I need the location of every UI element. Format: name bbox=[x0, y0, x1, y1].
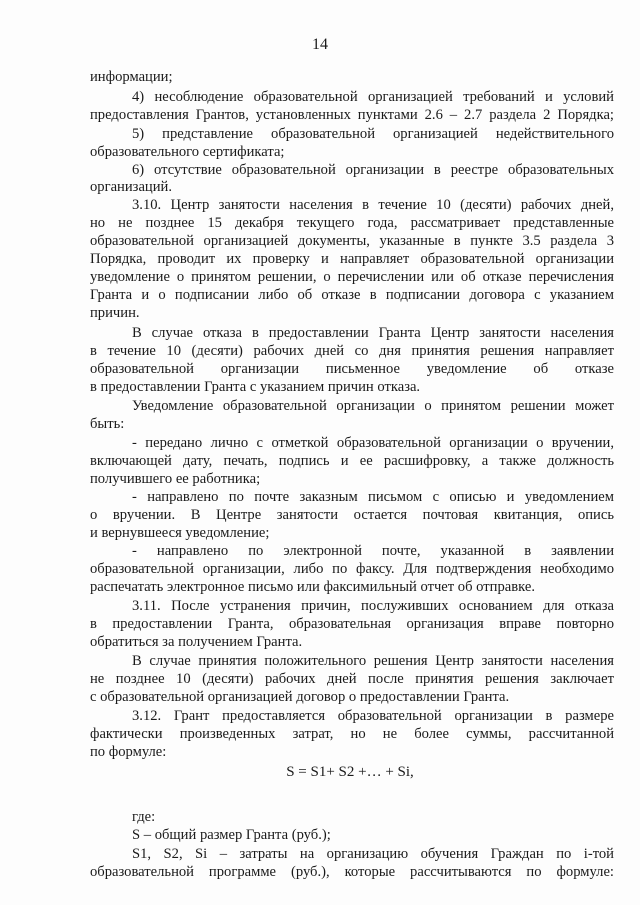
text-line: В случае отказа в предоставлении Гранта Центр занятости населения bbox=[132, 325, 614, 341]
formula: S = S1+ S2 +… + Si, bbox=[286, 764, 414, 780]
text-line: 5) представление образовательной организацией недействительного bbox=[132, 126, 614, 142]
text-line: информации; bbox=[90, 69, 173, 85]
text-line: получившего ее работника; bbox=[90, 471, 261, 487]
text-line: в предоставлении Гранта, образовательная организация вправе повторно bbox=[90, 616, 614, 632]
text-line: 3.12. Грант предоставляется образовательной организации в размере bbox=[132, 708, 614, 724]
text-line: S – общий размер Гранта (руб.); bbox=[132, 827, 331, 843]
text-line: в течение 10 (десяти) рабочих дней со дня принятия решения направляет bbox=[90, 343, 614, 359]
text-line: причин. bbox=[90, 305, 140, 321]
text-line: 3.10. Центр занятости населения в течение 10 (десяти) рабочих дней, bbox=[132, 197, 614, 213]
text-line: не позднее 10 (десяти) рабочих дней после принятия решения заключает bbox=[90, 671, 614, 687]
text-line: - передано лично с отметкой образовательной организации о вручении, bbox=[132, 435, 614, 451]
text-line: - направлено по почте заказным письмом с описью и уведомлением bbox=[132, 489, 614, 505]
text-line: образовательной организации письменное уведомление об отказе bbox=[90, 361, 614, 377]
text-line: 3.11. После устранения причин, послуживших основанием для отказа bbox=[132, 598, 614, 614]
text-line: и вернувшееся уведомление; bbox=[90, 525, 270, 541]
text-line: по формуле: bbox=[90, 744, 167, 760]
text-line: Порядка, проводит их проверку и направляет образовательной организации bbox=[90, 251, 614, 267]
text-line: образовательной программе (руб.), которые рассчитываются по формуле: bbox=[90, 864, 614, 880]
text-line: образовательного сертификата; bbox=[90, 144, 285, 160]
text-line: где: bbox=[132, 809, 156, 825]
text-line: уведомление о принятом решении, о перечислении или об отказе перечисления bbox=[90, 269, 614, 285]
text-line: 4) несоблюдение образовательной организацией требований и условий bbox=[132, 89, 614, 105]
text-line: В случае принятия положительного решения Центр занятости населения bbox=[132, 653, 614, 669]
text-line: фактически произведенных затрат, но не более суммы, рассчитанной bbox=[90, 726, 614, 742]
text-line: образовательной организации, либо по факсу. Для подтверждения необходимо bbox=[90, 561, 614, 577]
text-line: включающей дату, печать, подпись и ее расшифровку, а также должность bbox=[90, 453, 614, 469]
text-line: - направлено по электронной почте, указанной в заявлении bbox=[132, 543, 614, 559]
text-line: о вручении. В Центре занятости остается почтовая квитанция, опись bbox=[90, 507, 614, 523]
text-line: S1, S2, Si – затраты на организацию обучения Граждан по i-той bbox=[132, 846, 614, 862]
text-line: быть: bbox=[90, 416, 125, 432]
text-line: в предоставлении Гранта с указанием причин отказа. bbox=[90, 379, 421, 395]
text-line: но не позднее 15 декабря текущего года, рассматривает представленные bbox=[90, 215, 614, 231]
text-line: с образовательной организацией договор о предоставлении Гранта. bbox=[90, 689, 510, 705]
text-line: организаций. bbox=[90, 179, 172, 195]
text-line: 6) отсутствие образовательной организации в реестре образовательных bbox=[132, 162, 614, 178]
text-line: предоставления Грантов, установленных пунктами 2.6 – 2.7 раздела 2 Порядка; bbox=[90, 107, 614, 123]
text-line: Гранта и о подписании либо об отказе в подписании договора с указанием bbox=[90, 287, 614, 303]
text-line: Уведомление образовательной организации о принятом решении может bbox=[132, 398, 614, 414]
text-line: обратиться за получением Гранта. bbox=[90, 634, 303, 650]
text-line: образовательной организацией документы, указанные в пункте 3.5 раздела 3 bbox=[90, 233, 614, 249]
page-number: 14 bbox=[312, 36, 328, 53]
text-line: распечатать электронное письмо или факсимильный отчет об отправке. bbox=[90, 579, 535, 595]
